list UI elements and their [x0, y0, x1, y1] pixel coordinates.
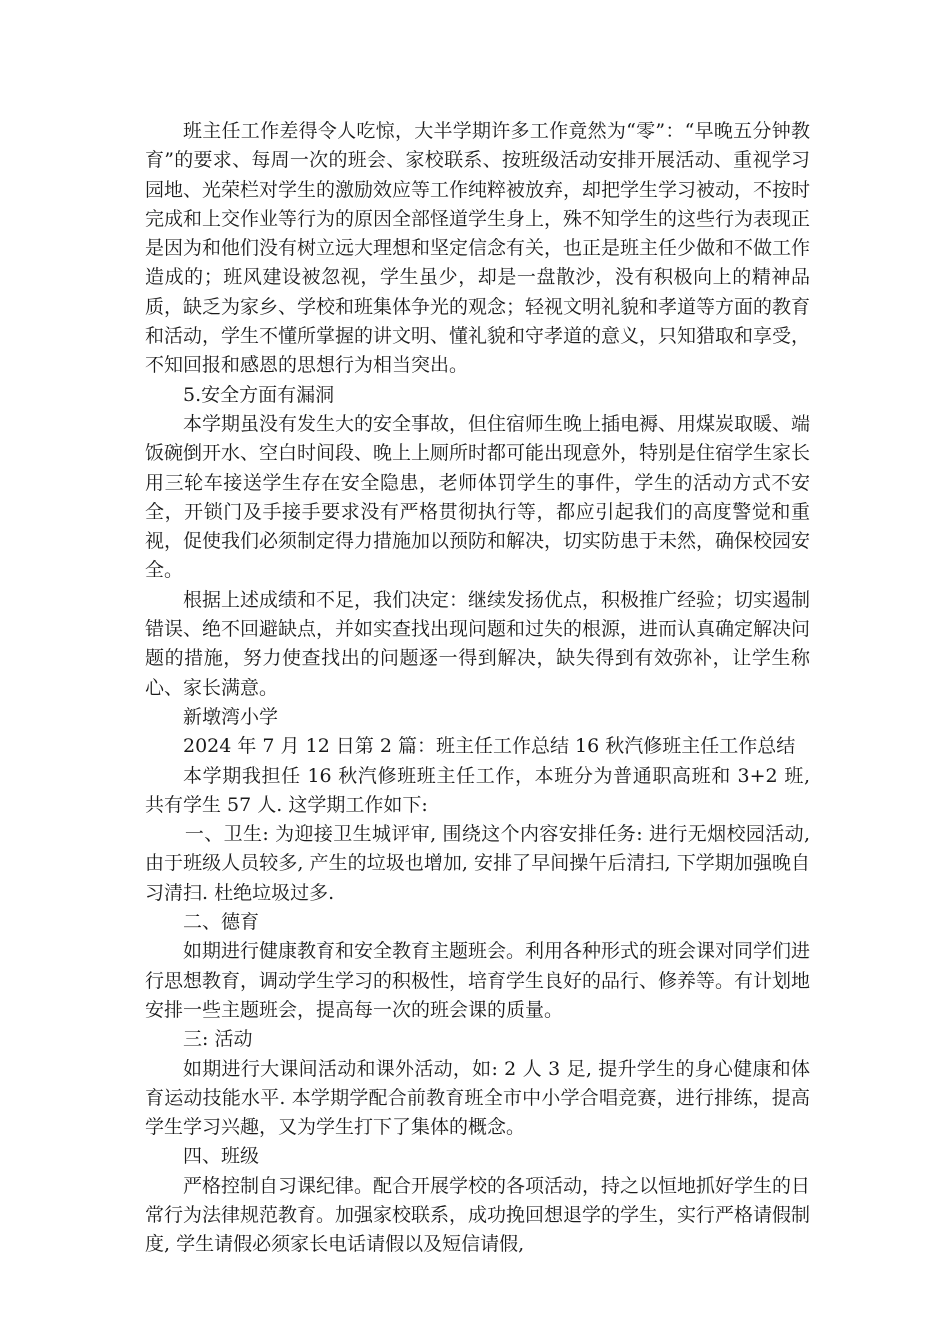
- heading-class: 四、班级: [183, 1145, 260, 1168]
- paragraph-intro: 本学期我担任 16 秋汽修班班主任工作，本班分为普通职高班和 3+2 班, 共有学生 57 人. 这学期工作如下:: [145, 764, 810, 816]
- paragraph-decision: 根据上述成绩和不足，我们决定：继续发扬优点，积极推广经验；切实遏制错误、绝不回避缺点，并如实查找出现问题和过失的根源，进而认真确定解决问题的措施，努力使查找出的问题逐一得到解决，缺失得到有效弥补，让学生称心、家长满意。: [145, 588, 811, 699]
- paragraph-moral-education: 如期进行健康教育和安全教育主题班会。利用各种形式的班会课对同学们进行思想教育，调动学生学习的积极性，培育学生良好的品行、修养等。有计划地安排一些主题班会，提高每一次的班会课的质量。: [145, 940, 811, 1021]
- school-name: 新墩湾小学: [183, 705, 279, 728]
- heading-safety-loopholes: 5.安全方面有漏洞: [183, 383, 335, 406]
- paragraph-class: 严格控制自习课纪律。配合开展学校的各项活动，持之以恒地抓好学生的日常行为法律规范教育。加强家校联系，成功挽回想退学的学生，实行严格请假制度, 学生请假必须家长电话请假以及短信请假,: [145, 1174, 811, 1256]
- date-and-article-title: 2024 年 7 月 12 日第 2 篇：班主任工作总结 16 秋汽修班主任工作总结: [183, 735, 796, 758]
- heading-moral-education: 二、德育: [183, 911, 260, 934]
- document-body: [145, 117, 810, 1260]
- paragraph-class-teacher-problems: 班主任工作差得令人吃惊，大半学期许多工作竟然为“零”：“早晚五分钟教育”的要求、每周一次的班会、家校联系、按班级活动安排开展活动、重视学习园地、光荣栏对学生的激励效应等工作纯粹被放弃，却把学生学习被动，不按时完成和上交作业等行为的原因全部怪道学生身上，殊不知学生的这些行为表现正是因为和他们没有树立远大理想和坚定信念有关，也正是班主任少做和不做工作造成的；班风建设被忽视，学生虽少，却是一盘散沙，没有积极向上的精神品质，缺乏为家乡、学校和班集体争光的观念；轻视文明礼貌和孝道等方面的教育和活动，学生不懂所掌握的讲文明、懂礼貌和守孝道的意义，只知猎取和享受，不知回报和感恩的思想行为相当突出。: [145, 120, 811, 377]
- heading-activities: 三: 活动: [183, 1028, 253, 1051]
- paragraph-activities: 如期进行大课间活动和课外活动，如: 2 人 3 足, 提升学生的身心健康和体育运动技能水平. 本学期学配合前教育班全市中小学合唱竞赛，进行排练，提高学生学习兴趣，又为学生打下了集体的概念。: [145, 1057, 810, 1139]
- paragraph-safety: 本学期虽没有发生大的安全事故，但住宿师生晚上插电褥、用煤炭取暖、端饭碗倒开水、空白时间段、晚上上厕所时都可能出现意外，特别是住宿学生家长用三轮车接送学生存在安全隐患，老师体罚学生的事件，学生的活动方式不安全，开锁门及手接手要求没有严格贯彻执行等，都应引起我们的高度警觉和重视，促使我们必须制定得力措施加以预防和解决，切实防患于未然，确保校园安全。: [145, 412, 811, 582]
- paragraph-hygiene: 一、卫生: 为迎接卫生城评审, 围绕这个内容安排任务: 进行无烟校园活动, 由于班级人员较多, 产生的垃圾也增加, 安排了早间操午后清扫, 下学期加强晚自习清扫. 杜绝垃圾过多.: [145, 823, 810, 904]
